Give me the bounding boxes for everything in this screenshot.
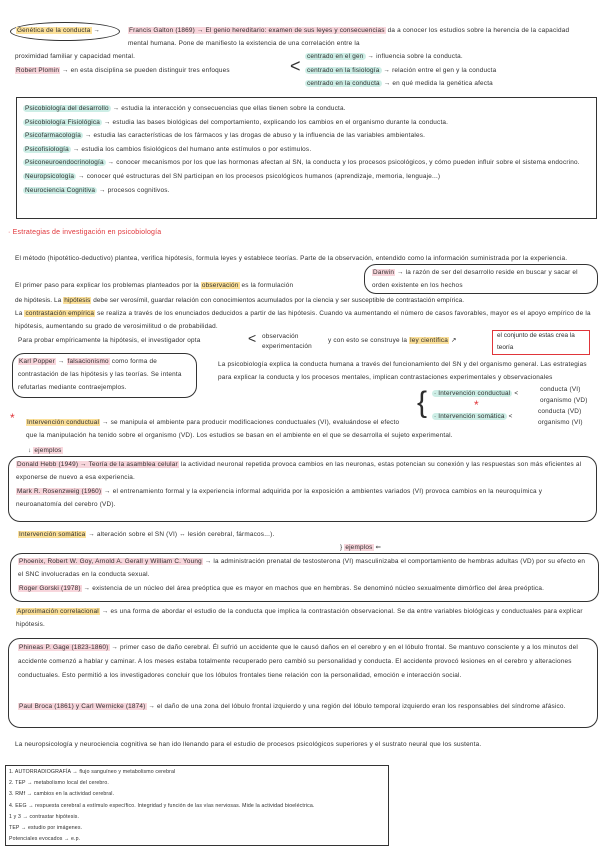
ley-text: y con esto se construye la ley científica ↗ <box>328 337 457 344</box>
technique-item: 1 y 3 → contrastar hipótesis. <box>9 813 80 820</box>
somatica-note <box>18 528 274 541</box>
text: se realiza a través de los enunciados deducidos a partir de las hipótesis. Cuando va aumentando el número de casos favorables, mayor es el apoyo empírico de la hipótesis, aumentando su grado de verosimilitud o de probabilidad. <box>15 310 591 330</box>
popper-text: como forma de contrastación de las hipótesis y las teorías. Se intenta refutarlas mediante contraejemplos. <box>18 358 182 391</box>
int-cond-a: conducta (VI) <box>540 386 581 393</box>
term: Roger Gorski (1978) <box>19 585 81 592</box>
section-title: Genética de la conducta → <box>17 27 101 34</box>
enfoque-1 <box>305 50 463 63</box>
term: Paul Broca (1861) y Carl Wernicke (1874) <box>19 703 146 710</box>
highlight: observación <box>201 282 239 289</box>
enfoque-text: → influencia sobre la conducta. <box>367 53 463 60</box>
technique-item: 2. TEP → metabolismo local del cerebro. <box>9 780 109 787</box>
label: · Intervención conductual <box>434 390 511 397</box>
technique-item: 3. RMf → cambios en la actividad cerebral. <box>9 791 115 798</box>
branch-text: → estudia las características de los fármacos y las drogas de abuso y la influencia de las variables ambientales. <box>82 132 426 140</box>
text: debe ser verosímil, guardar relación con conocimientos acumulados por la ciencia y ser susceptible de contrastación empírica. <box>91 297 465 304</box>
branch-item <box>23 102 588 116</box>
plomin-note <box>15 64 230 77</box>
darwin-text: → la razón de ser del desarrollo reside en buscar y sacar el orden existente en los hechos <box>372 269 578 289</box>
theory-box <box>492 330 590 355</box>
gorski-note <box>18 582 593 595</box>
text: → existencia de un núcleo del área preóptica que es mayor en machos que en hembras. Se denominó núcleo sexualmente dimórfico del área preóptica. <box>81 585 545 592</box>
text: → el daño de una zona del lóbulo frontal izquierdo y una región del lóbulo temporal izquierdo eran los responsables del síndrome afásico. <box>146 703 566 710</box>
branch-text: → estudia la interacción y consecuencias que ellas tienen sobre la conducta. <box>110 105 346 112</box>
examples-label: ↓ ejemplos <box>28 447 62 454</box>
option-experimentacion: experimentación <box>262 343 312 350</box>
method-paragraph: El método (hipotético-deductivo) plantea, verifica hipótesis, formula leyes y establece teorías. Parte de la observación, entendido como la información suministrada por la experiencia. <box>15 255 568 262</box>
hypothesis-text <box>15 294 464 307</box>
first-step-text <box>15 279 360 292</box>
asterisk-icon: * <box>10 411 15 425</box>
term: Phoenix, Robert W. Goy, Arnold A. Gerall y William C. Young <box>19 558 202 565</box>
brace: { <box>417 386 428 419</box>
branch-term: Psicobiología del desarrollo <box>25 105 109 112</box>
branch-term: Psiconeuroendocrinología <box>25 159 104 167</box>
strategies-heading: · Estrategias de investigación en psicobiología <box>8 229 162 236</box>
technique-item: TEP → estudio por imágenes. <box>9 825 83 832</box>
techniques-box <box>5 765 389 846</box>
term: Intervención conductual <box>27 419 100 426</box>
galton-text: da a conocer los estudios sobre la herencia de la capacidad mental humana. Pone de manifiesto la existencia de una correlación entre la <box>128 27 570 47</box>
highlight: ley científica <box>410 337 449 344</box>
text: de hipótesis. La <box>15 297 64 304</box>
layout-spacer <box>597 358 598 384</box>
term: Donald Hebb (1949) → Teoría de la asamblea celular <box>17 461 178 468</box>
branch-text: → procesos cognitivos. <box>97 186 170 194</box>
text: → el entrenamiento formal y la experiencia informal adquirida por la exposición a ambientes variados (VI) provoca cambios en la neuroquímica y neuroanatomía del cerebro (VD). <box>16 488 543 508</box>
techniques-list <box>9 767 315 845</box>
term: Intervención somática <box>19 531 86 538</box>
technique-item: 4. EEG → respuesta cerebral a estímulo específico. Integridad y función de las vías nerviosas. Mide la actividad bioeléctrica. <box>9 802 315 809</box>
branch-bracket: < <box>290 56 301 76</box>
branch-item <box>23 170 588 184</box>
text: es la formulación <box>239 282 294 289</box>
int-cond-b: organismo (VD) <box>540 397 588 404</box>
hebb-note <box>16 458 586 484</box>
label: ejemplos <box>34 447 62 454</box>
branches-box <box>16 97 597 219</box>
probar-text: Para probar empíricamente la hipótesis, el investigador opta <box>18 337 201 344</box>
enfoque-text: → en qué medida la genética afecta <box>383 80 493 87</box>
layout-spacer <box>408 416 586 429</box>
theory-text: el conjunto de estas crea la teoría <box>497 332 575 351</box>
branch-term: Psicobiología Fisiológica <box>25 118 100 126</box>
enfoque-text: → relación entre el gen y la conducta <box>383 67 497 74</box>
int-som-b: organismo (VI) <box>538 419 583 426</box>
psicobiologia-paragraph: La psicobiología explica la conducta humana a través del funcionamiento del SN y del organismo general. Las estrategias para explicar la conducta y los procesos mentales, implican contrastaciones experimentales y observacionales <box>218 361 587 381</box>
term: Mark R. Rosenzweig (1960) <box>17 488 102 495</box>
branch-text: → estudia los cambios fisiológicos del humano ante estímulos o por estímulos. <box>70 145 312 153</box>
text: → primer caso de daño cerebral. Él sufrió un accidente que le causó daños en el cerebro y en el lóbulo frontal. Se mantuvo consciente y a los minutos del accidente comenzó a hablar y caminar. A los meses estaba totalmente recuperado pero cambió su personalidad y conducta. El accidente provocó lesiones en el cerebro y alteraciones conductuales. Esto permitió a los investigadores concluir que los lóbulos frontales tiene relación con la personalidad, emoción e interacción social. <box>18 644 578 679</box>
asterisk-icon: * <box>474 398 479 412</box>
text: → es una forma de abordar el estudio de la conducta que implica la contrastación observacional. Se da entre variables biológicas y conductuales para explicar hipótesis. <box>16 608 583 628</box>
term: Aproximación correlacional <box>17 608 99 615</box>
branch-text: → estudia las bases biológicas del comportamiento, explicando los cambios en el organismo durante la conducta. <box>101 118 449 126</box>
conductual-note <box>26 416 586 442</box>
examples-label: } ejemplos ⇐ <box>340 544 382 551</box>
branch-text: → conocer qué estructuras del SN participan en los procesos psicológicos humanos (aprendizaje, memoria, lenguaje...) <box>76 172 441 180</box>
branch-item <box>23 116 588 130</box>
technique-item: Potenciales evocados → e.p. <box>9 836 81 843</box>
branch-term: Neurociencia Cognitiva <box>25 186 96 194</box>
highlight: contrastación empírica <box>25 310 95 317</box>
enfoque-term: centrado en la conducta <box>307 80 380 87</box>
broca-note <box>18 700 593 713</box>
phoenix-note <box>18 555 590 581</box>
gage-note <box>18 641 593 683</box>
branch-term: Neuropsicología <box>25 172 75 180</box>
text: La <box>15 310 25 317</box>
rosenzweig-note <box>16 485 586 511</box>
branches-list <box>23 102 588 197</box>
enfoque-term: centrado en la fisiología <box>307 67 380 74</box>
branch-term: Psicofisiología <box>25 145 69 153</box>
highlight: hipótesis <box>64 297 91 304</box>
galton-end: proximidad familiar y capacidad mental. <box>15 53 136 60</box>
int-som-a: conducta (VD) <box>538 408 582 415</box>
darwin-term: Darwin <box>373 269 395 276</box>
int-somatica: · Intervención somática < <box>434 413 513 420</box>
text: → se manipula el ambiente para producir modificaciones conductuales (VI), evaluándose el efecto que la manipulación ha tenido sobre el organismo (VD). Los estudios se basan en el ambiente en el que se desarrolla el sujeto experimental. <box>26 419 453 439</box>
int-conductual: · Intervención conductual < <box>434 390 519 397</box>
correlacional-note <box>16 605 596 631</box>
text: → la administración prenatal de testosterona (VI) masculinizaba el comportamiento de hembras adultas (VD) por su efecto en el SNC involucradas en la conducta sexual. <box>18 558 586 578</box>
plomin-text: → en esta disciplina se pueden distinguir tres enfoques <box>62 67 230 74</box>
plomin-term: Robert Plomin <box>16 67 60 74</box>
popper-term: Karl Popper <box>19 358 55 365</box>
text: la actividad neuronal repetida provoca cambios en las neuronas, estas potencian su conexión y las respuestas son más eficientes al exponerse de nuevo a esa experiencia. <box>16 461 582 481</box>
galton-note <box>128 24 588 50</box>
enfoque-3 <box>305 77 493 90</box>
title-text: Genética de la conducta <box>17 27 91 34</box>
branch-item <box>23 143 588 157</box>
label: ejemplos <box>345 544 373 551</box>
text: → alteración sobre el SN (VI) ↔ lesión cerebral, fármacos...). <box>86 531 275 538</box>
enfoque-2 <box>305 64 496 77</box>
galton-term: Francis Galton (1869) → El genio hereditario: examen de sus leyes y consecuencias <box>129 27 385 34</box>
bracket: < <box>248 330 257 346</box>
highlight: falsacionismo <box>67 358 109 365</box>
text: El primer paso para explicar los problemas planteados por la <box>15 282 201 289</box>
branch-item <box>23 129 588 143</box>
branch-text: → conocer mecanismos por los que las hormonas afectan al SN, la conducta y los procesos psicológicos, y cómo pueden influir sobre el sistema endocrino. <box>105 159 580 167</box>
option-observacion: observación <box>262 333 299 340</box>
branch-term: Psicofarmacología <box>25 132 81 140</box>
term: Phineas P. Gage (1823-1860) <box>19 644 109 651</box>
branch-item <box>23 184 588 198</box>
final-paragraph: La neuropsicología y neurociencia cognitiva se han ido llenando para el estudio de procesos psicológicos superiores y el sustrato neural que los sustenta. <box>15 741 482 748</box>
technique-item: 1. AUTORRADIOGRAFÍA → flujo sanguíneo y metabolismo cerebral <box>9 769 176 775</box>
text: y con esto se construye la <box>328 337 408 344</box>
darwin-note <box>372 266 592 292</box>
enfoque-term: centrado en el gen <box>307 53 364 60</box>
label: · Intervención somática <box>434 413 505 420</box>
popper-note: Karl Popper → falsacionismo como forma de contrastación de las hipótesis y las teorías. Se intenta refutarlas mediante contraejemplos. <box>18 358 182 391</box>
branch-item <box>23 156 588 170</box>
